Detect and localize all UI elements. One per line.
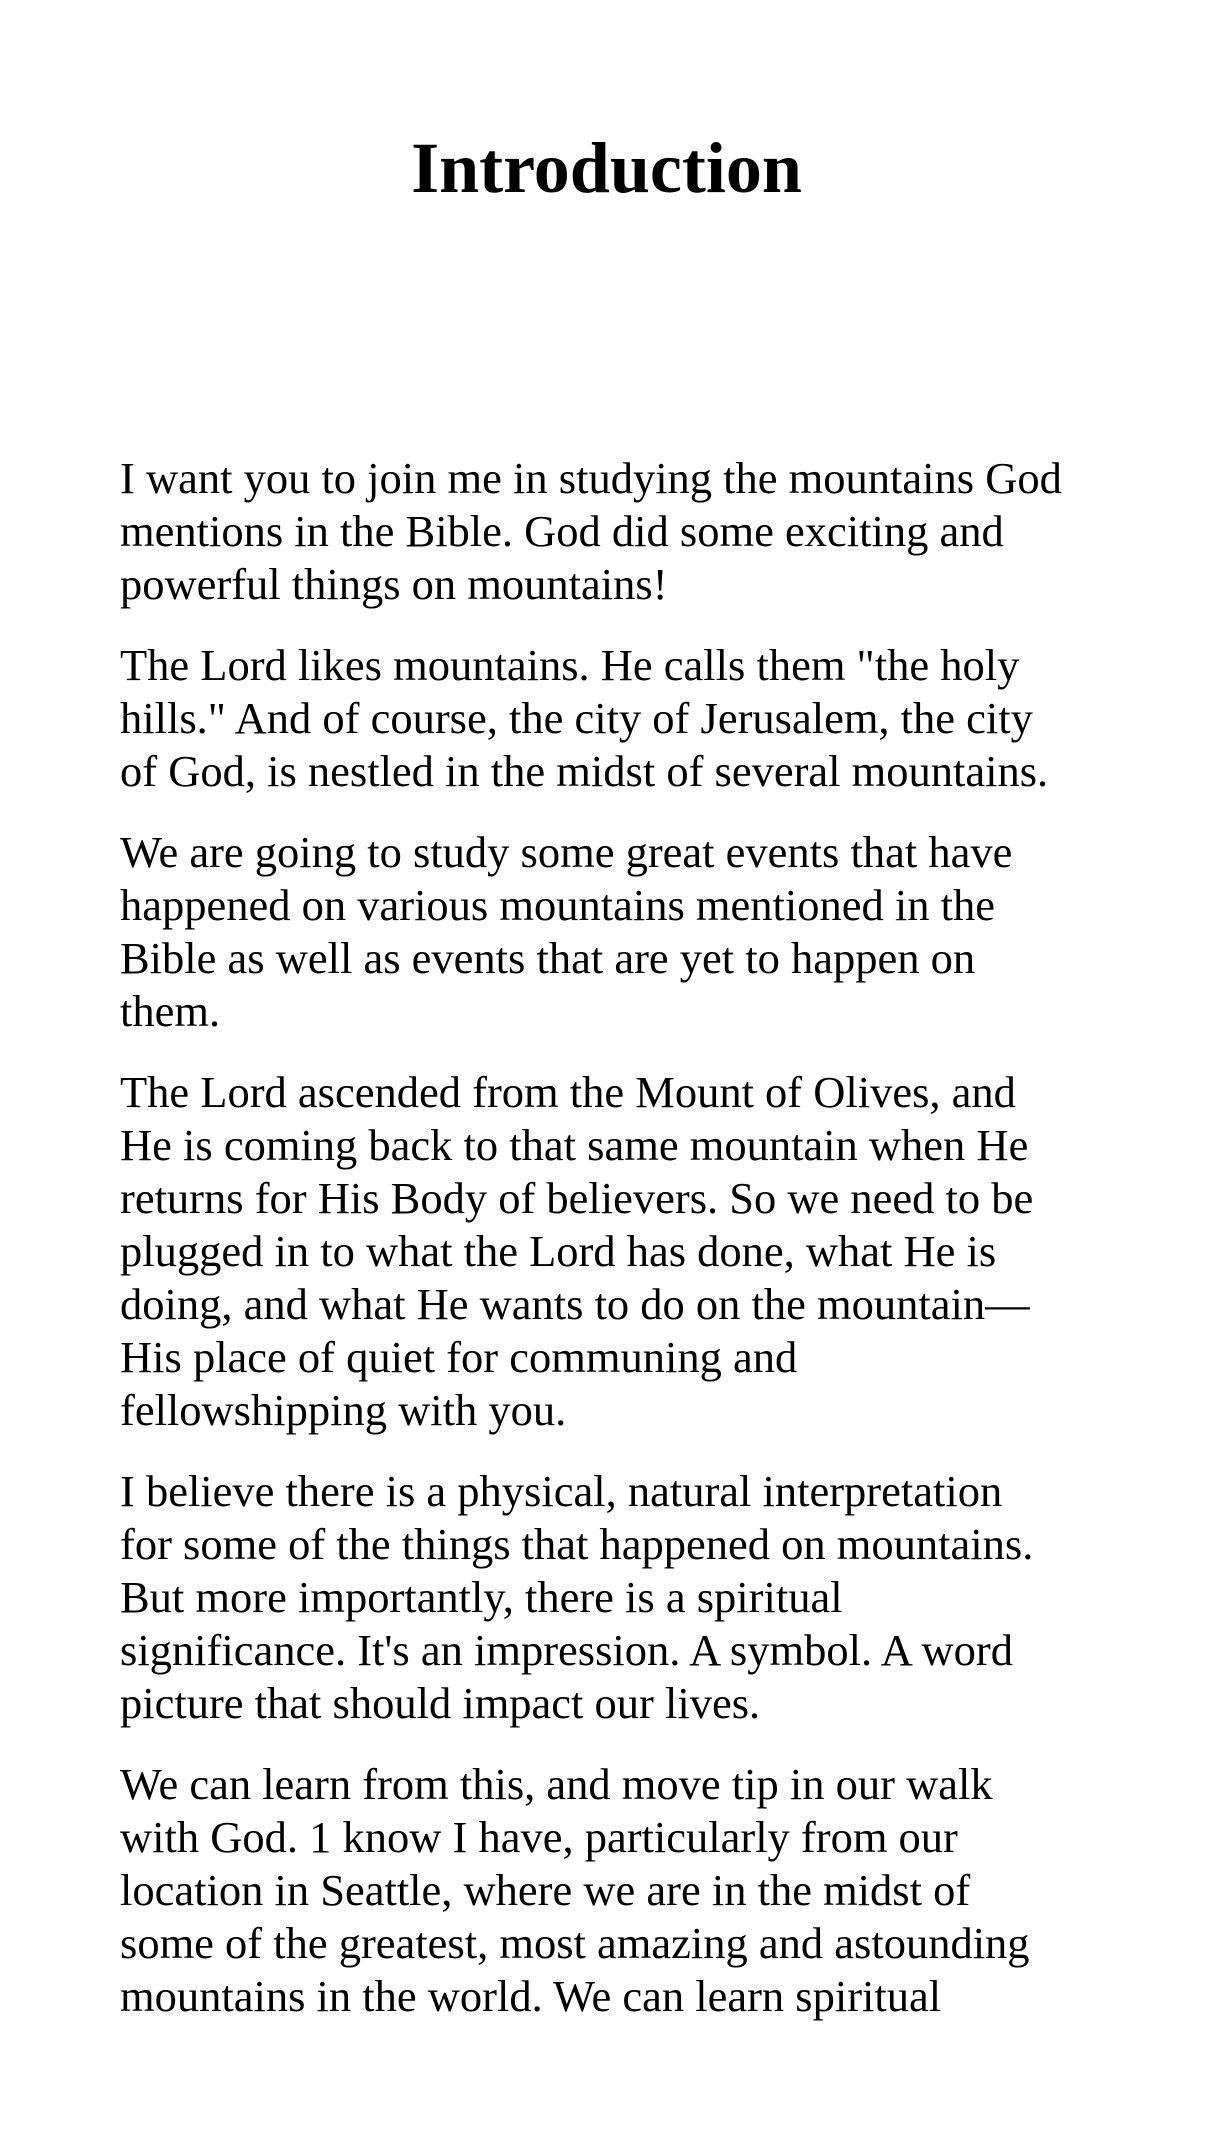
paragraph bbox=[120, 826, 1130, 1038]
text-line: some of the greatest, most amazing and astounding bbox=[120, 1918, 1030, 1968]
text-line: significance. It's an impression. A symbol. A word bbox=[120, 1625, 1013, 1675]
paragraph bbox=[120, 1465, 1130, 1730]
text-line: happened on various mountains mentioned in the bbox=[120, 880, 995, 930]
text-line: His place of quiet for communing and bbox=[120, 1332, 798, 1382]
paragraph bbox=[120, 452, 1130, 611]
text-line: of God, is nestled in the midst of several mountains. bbox=[120, 746, 1049, 796]
text-line: fellowshipping with you. bbox=[120, 1385, 567, 1435]
paragraph bbox=[120, 1066, 1130, 1437]
text-line: for some of the things that happened on mountains. bbox=[120, 1519, 1034, 1569]
paragraph bbox=[120, 639, 1130, 798]
text-line: picture that should impact our lives. bbox=[120, 1678, 761, 1728]
text-line: doing, and what He wants to do on the mountain— bbox=[120, 1279, 1030, 1329]
text-line: plugged in to what the Lord has done, what He is bbox=[120, 1226, 997, 1276]
text-line: I believe there is a physical, natural interpretation bbox=[120, 1466, 1003, 1516]
text-line: them. bbox=[120, 986, 221, 1036]
text-line: The Lord likes mountains. He calls them "the holy bbox=[120, 640, 1020, 690]
text-line: He is coming back to that same mountain when He bbox=[120, 1120, 1029, 1170]
text-line: We are going to study some great events that have bbox=[120, 827, 1013, 877]
page-title: Introduction bbox=[411, 128, 802, 208]
text-line: hills." And of course, the city of Jerusalem, the city bbox=[120, 693, 1033, 743]
text-line: powerful things on mountains! bbox=[120, 559, 668, 609]
text-line: returns for His Body of believers. So we need to be bbox=[120, 1173, 1034, 1223]
text-line: Bible as well as events that are yet to happen on bbox=[120, 933, 976, 983]
text-line: with God. 1 know I have, particularly from our bbox=[120, 1812, 958, 1862]
text-line: I want you to join me in studying the mountains God bbox=[120, 453, 1062, 503]
text-line: mountains in the world. We can learn spiritual bbox=[120, 1971, 942, 2021]
body-text bbox=[120, 452, 1130, 2051]
paragraph bbox=[120, 1758, 1130, 2023]
text-line: We can learn from this, and move tip in our walk bbox=[120, 1759, 993, 1809]
text-line: location in Seattle, where we are in the midst of bbox=[120, 1865, 971, 1915]
text-line: But more importantly, there is a spiritual bbox=[120, 1572, 843, 1622]
text-line: The Lord ascended from the Mount of Olives, and bbox=[120, 1067, 1016, 1117]
text-line: mentions in the Bible. God did some exciting and bbox=[120, 506, 1004, 556]
